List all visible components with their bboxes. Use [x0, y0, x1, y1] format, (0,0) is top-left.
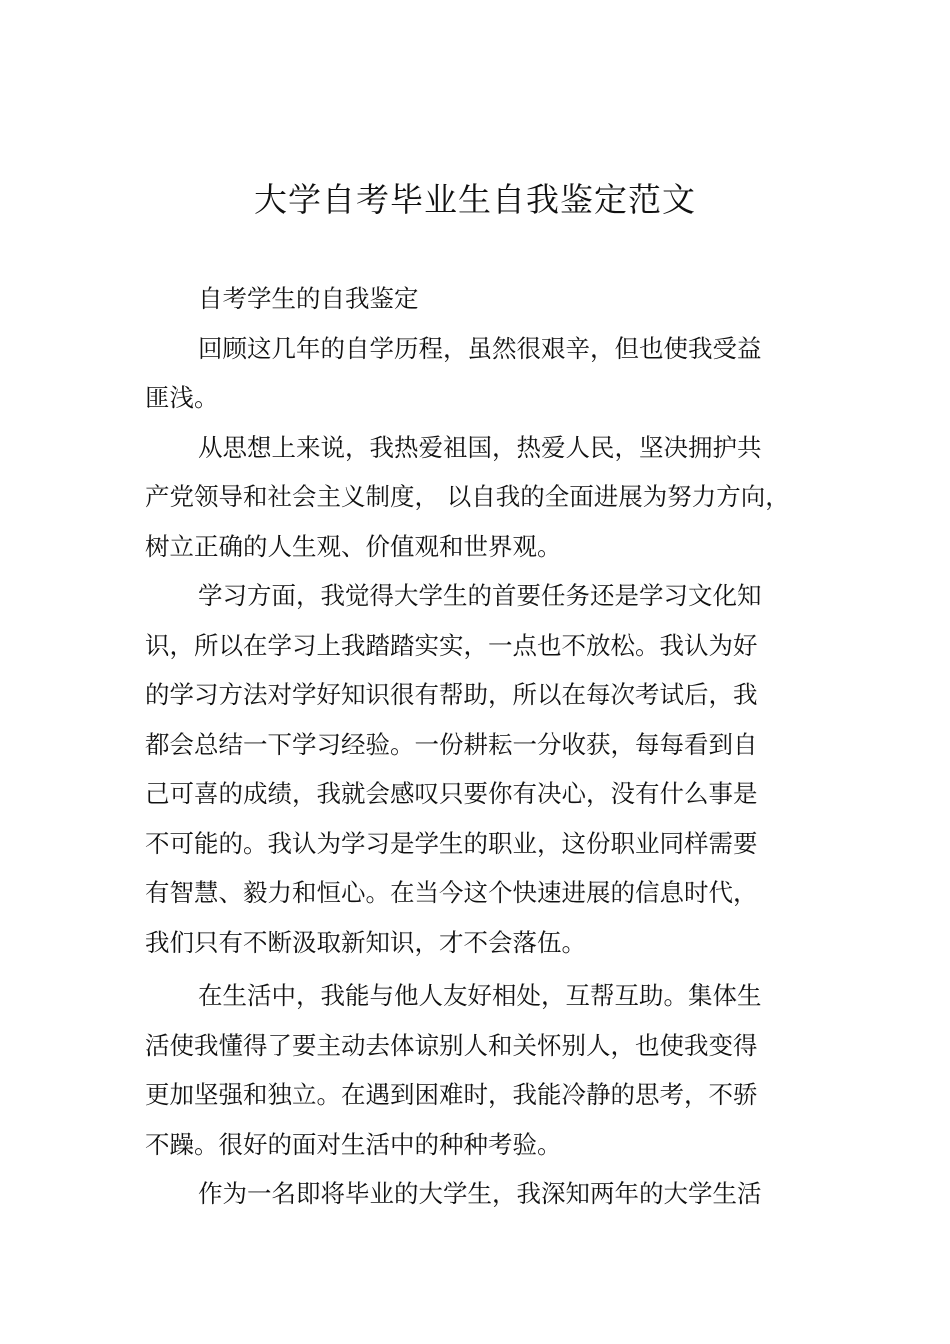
paragraph-line: 识，所以在学习上我踏踏实实，一点也不放松。我认为好 [145, 631, 758, 660]
section-heading: 自考学生的自我鉴定 [198, 284, 419, 313]
paragraph-line: 作为一名即将毕业的大学生，我深知两年的大学生活 [198, 1179, 762, 1208]
paragraph-line: 树立正确的人生观、价值观和世界观。 [145, 532, 562, 561]
paragraph-line: 回顾这几年的自学历程，虽然很艰辛，但也使我受益 [198, 334, 762, 363]
paragraph-line: 学习方面，我觉得大学生的首要任务还是学习文化知 [198, 581, 762, 610]
paragraph-line: 匪浅。 [145, 383, 219, 412]
paragraph-line: 我们只有不断汲取新知识，才不会落伍。 [145, 928, 586, 957]
paragraph-line: 不可能的。我认为学习是学生的职业，这份职业同样需要 [145, 829, 758, 858]
paragraph-line: 的学习方法对学好知识很有帮助，所以在每次考试后，我 [145, 680, 758, 709]
paragraph-line: 更加坚强和独立。在遇到困难时，我能冷静的思考，不骄 [145, 1080, 758, 1109]
document-title: 大学自考毕业生自我鉴定范文 [254, 180, 696, 219]
paragraph-line: 己可喜的成绩，我就会感叹只要你有决心，没有什么事是 [145, 779, 758, 808]
paragraph-line: 都会总结一下学习经验。一份耕耘一分收获，每每看到自 [145, 730, 758, 759]
paragraph-line: 不躁。很好的面对生活中的种种考验。 [145, 1130, 562, 1159]
paragraph-line: 从思想上来说，我热爱祖国，热爱人民，坚决拥护共 [198, 433, 762, 462]
paragraph-line: 有智慧、毅力和恒心。在当今这个快速进展的信息时代， [145, 878, 758, 907]
paragraph-line: 在生活中，我能与他人友好相处，互帮互助。集体生 [198, 981, 762, 1010]
paragraph-line: 活使我懂得了要主动去体谅别人和关怀别人，也使我变得 [145, 1031, 758, 1060]
paragraph-line: 产党领导和社会主义制度， 以自我的全面进展为努力方向， [145, 482, 790, 511]
